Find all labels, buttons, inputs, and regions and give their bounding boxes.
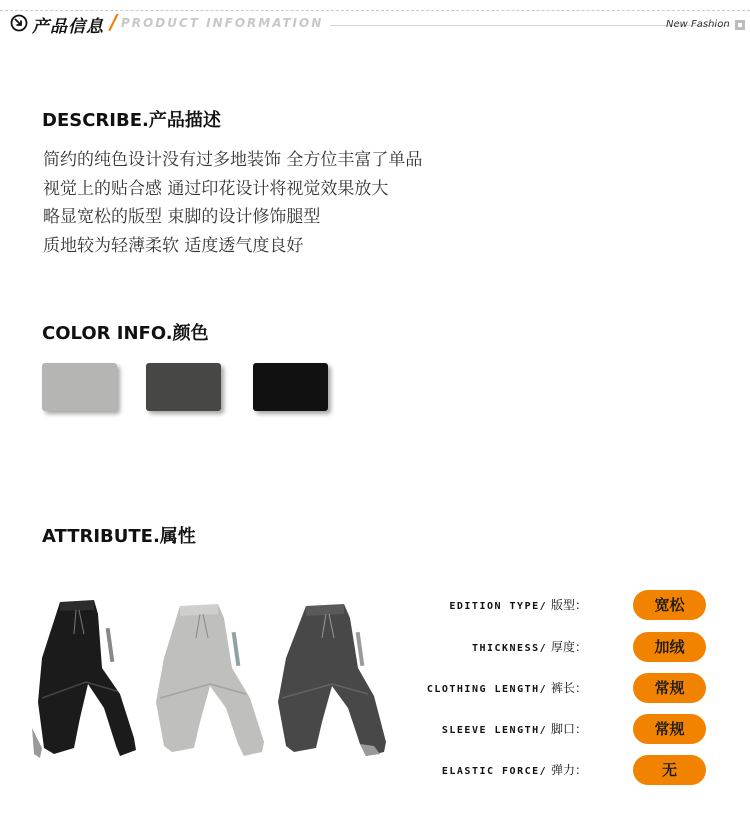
- circle-arrow-icon: [10, 14, 28, 32]
- section-title-cn: 产品信息: [32, 17, 104, 37]
- pants-image-dark-gray: [270, 598, 390, 763]
- attribute-value-badge: 宽松: [633, 590, 706, 620]
- color-swatch-black[interactable]: [253, 363, 328, 411]
- section-title-en: PRODUCT INFORMATION: [121, 16, 324, 30]
- attribute-value-badge: 常规: [633, 673, 706, 703]
- attribute-label-cn: 厚度：: [550, 640, 587, 654]
- attribute-value-badge: 常规: [633, 714, 706, 744]
- attribute-value-badge: 无: [633, 755, 706, 785]
- attribute-row-elastic-force: [440, 755, 710, 785]
- square-icon: [735, 20, 745, 30]
- attribute-label-cn: 裤长：: [550, 681, 587, 695]
- attribute-label-en: THICKNESS/: [471, 643, 548, 654]
- attribute-label-en: ELASTIC FORCE/: [441, 766, 548, 777]
- description-line: 质地较为轻薄柔软 适度透气度良好: [43, 235, 304, 256]
- describe-title: DESCRIBE.产品描述: [42, 110, 221, 131]
- color-swatch-light-gray[interactable]: [42, 363, 117, 411]
- attribute-label-en: CLOTHING LENGTH/: [426, 684, 548, 695]
- attribute-label-cn: 弹力：: [550, 763, 587, 777]
- attribute-row-thickness: [440, 632, 710, 662]
- description-line: 略显宽松的版型 束脚的设计修饰腿型: [43, 207, 321, 227]
- description-block: [43, 146, 503, 260]
- attribute-label-en: SLEEVE LENGTH/: [441, 725, 548, 736]
- description-line: 视觉上的贴合感 通过印花设计将视觉效果放大: [43, 178, 389, 199]
- pants-image-black: [32, 598, 142, 763]
- attribute-value-badge: 加绒: [633, 632, 706, 662]
- color-info-title: COLOR INFO.颜色: [42, 323, 209, 344]
- color-swatch-dark-gray[interactable]: [146, 363, 221, 411]
- attribute-label-cn: 脚口：: [550, 722, 587, 736]
- title-slash: /: [110, 10, 118, 34]
- attribute-row-clothing-length: [426, 673, 710, 703]
- attribute-title: ATTRIBUTE.属性: [42, 526, 196, 547]
- attribute-row-edition-type: [440, 590, 710, 620]
- description-line: 简约的纯色设计没有过多地装饰 全方位丰富了单品: [43, 150, 423, 170]
- tagline: New Fashion: [666, 19, 730, 30]
- attribute-label-en: EDITION TYPE/: [449, 601, 548, 612]
- pants-image-light-gray: [146, 598, 266, 763]
- attribute-label-cn: 版型：: [550, 598, 587, 612]
- attribute-row-sleeve-length: [440, 714, 710, 744]
